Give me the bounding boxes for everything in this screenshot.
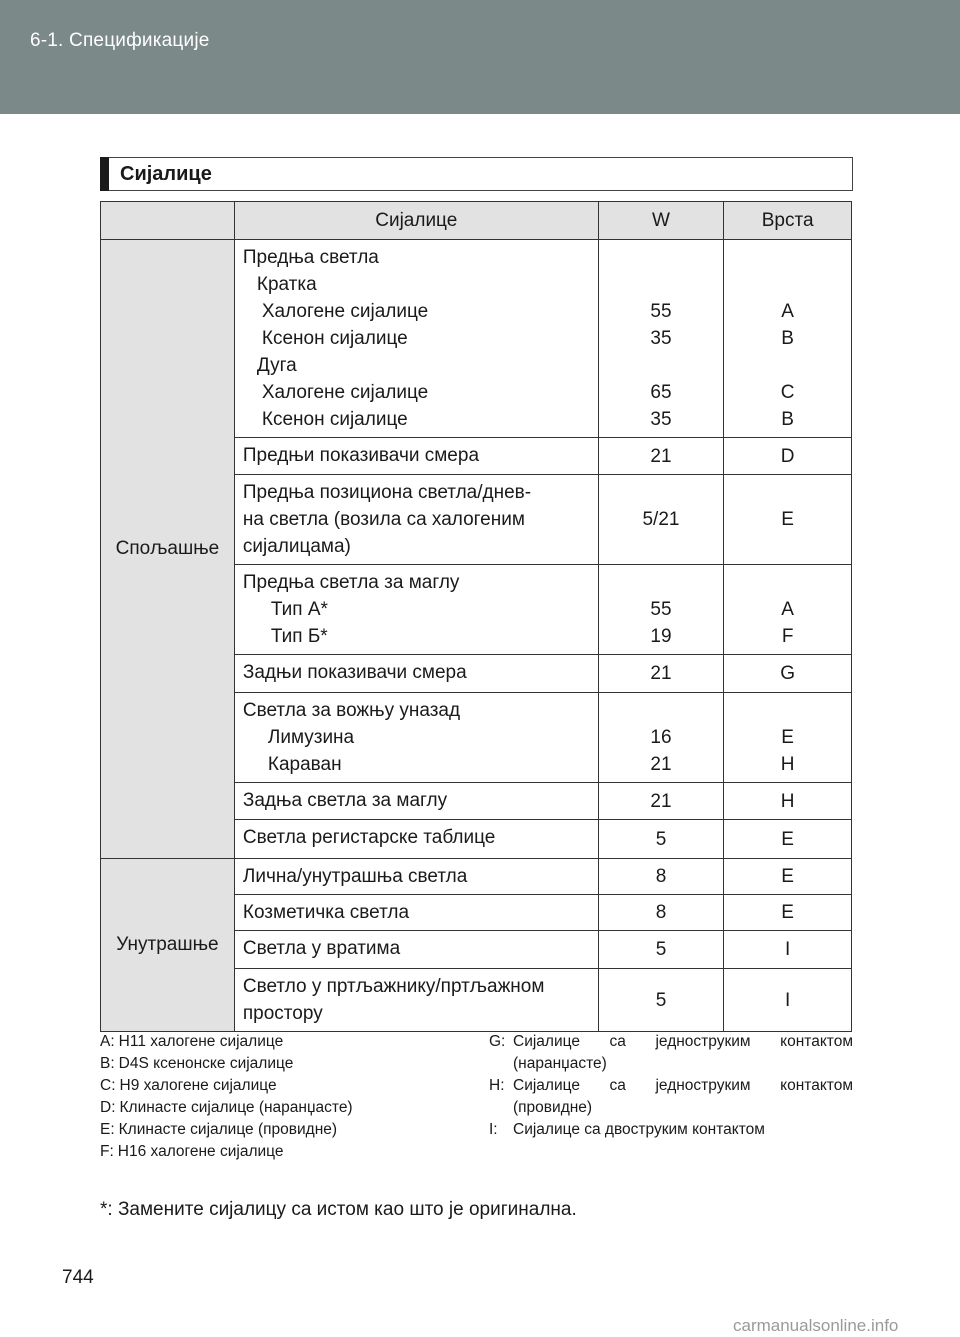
page-number: 744: [62, 1267, 94, 1288]
bulb-description: Предња позициона светла/днев- на светла (возила са халогеним сијалицама): [234, 475, 598, 565]
bulb-description: Предња светла Кратка Халогене сијалице Ксенон сијалице Дуга Халогене сијалице Ксенон сијалице: [234, 240, 598, 438]
bulb-description: Светла у вратима: [234, 931, 598, 969]
bulb-description: Задња светла за маглу: [234, 783, 598, 820]
legend-item: E: Клинасте сијалице (провидне): [100, 1121, 338, 1138]
bulb-watts: 21: [598, 655, 724, 693]
bulb-description: Задњи показивачи смера: [234, 655, 598, 693]
column-header-type: Врста: [724, 202, 852, 240]
group-exterior: Спољашње: [101, 240, 235, 859]
bulb-watts: 55 19: [598, 565, 724, 655]
bulb-watts: 8: [598, 895, 724, 931]
bulb-type: I: [724, 969, 852, 1032]
legend-item: G: Сијалице са једноструким контактом (наранџасте): [489, 1033, 853, 1072]
bulb-watts: 21: [598, 783, 724, 820]
bulb-type: E H: [724, 693, 852, 783]
bulb-watts: 55 35 65 35: [598, 240, 724, 438]
bulb-type: E: [724, 895, 852, 931]
bulb-description: Лична/унутрашња светла: [234, 859, 598, 895]
bulb-description: Светло у пртљажнику/пртљажном простору: [234, 969, 598, 1032]
bulb-type: I: [724, 931, 852, 969]
column-header-group: [101, 202, 235, 240]
footnote: *: Замените сијалицу са истом као што је оригинална.: [100, 1199, 577, 1220]
bulb-description: Козметичка светла: [234, 895, 598, 931]
bulbs-table: [100, 201, 852, 1032]
column-header-watts: W: [598, 202, 724, 240]
bulb-type: G: [724, 655, 852, 693]
watermark: carmanualsonline.info: [733, 1316, 899, 1335]
legend-item: H: Сијалице са једноструким контактом (провидне): [489, 1077, 853, 1116]
bulb-type: D: [724, 438, 852, 475]
bulb-watts: 5: [598, 931, 724, 969]
legend-item: A: H11 халогене сијалице: [100, 1033, 284, 1050]
legend-right: [489, 1031, 853, 1141]
table-header-row: [101, 202, 852, 240]
bulb-description: Светла регистарске таблице: [234, 820, 598, 859]
bulb-type: E: [724, 820, 852, 859]
table-row: [101, 859, 852, 895]
legend-item: I: Сијалице са двоструким контактом: [489, 1121, 765, 1138]
legend-left: [100, 1031, 470, 1163]
bulb-watts: 5: [598, 820, 724, 859]
chapter-title: 6-1. Спецификације: [30, 30, 210, 51]
section-heading: [100, 157, 853, 191]
bulb-description: Светла за вожњу уназад Лимузина Караван: [234, 693, 598, 783]
bulb-type: E: [724, 859, 852, 895]
legend-item: F: H16 халогене сијалице: [100, 1143, 284, 1160]
bulb-type: A B C B: [724, 240, 852, 438]
bulb-type: A F: [724, 565, 852, 655]
bulb-watts: 16 21: [598, 693, 724, 783]
column-header-bulbs: Сијалице: [234, 202, 598, 240]
section-title: Сијалице: [120, 163, 212, 185]
legend-item: D: Клинасте сијалице (наранџасте): [100, 1099, 353, 1116]
bulb-description: Предња светла за маглу Тип А* Тип Б*: [234, 565, 598, 655]
legend-item: B: D4S ксенонске сијалице: [100, 1055, 294, 1072]
header-bar: [0, 0, 960, 114]
bulb-watts: 5: [598, 969, 724, 1032]
section-marker: [100, 157, 109, 191]
bulb-description: Предњи показивачи смера: [234, 438, 598, 475]
legend-item: C: H9 халогене сијалице: [100, 1077, 277, 1094]
bulb-watts: 8: [598, 859, 724, 895]
bulb-watts: 21: [598, 438, 724, 475]
table-row: [101, 240, 852, 438]
group-interior: Унутрашње: [101, 859, 235, 1032]
bulb-watts: 5/21: [598, 475, 724, 565]
bulb-type: H: [724, 783, 852, 820]
bulb-type: E: [724, 475, 852, 565]
